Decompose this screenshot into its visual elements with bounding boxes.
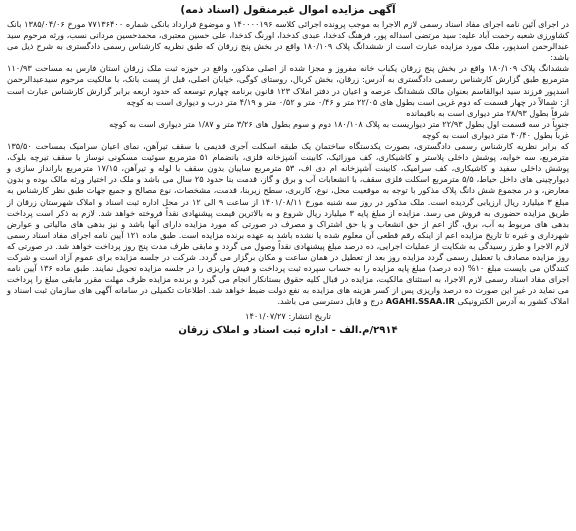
notice-footer: ۲۹۱۴/م.الف - اداره ثبت اسناد و املاک زرقان xyxy=(178,325,398,337)
boundary-east: شرقاً بطول ۲۸/۹۳ متر دیواری است به باقیمانده xyxy=(406,107,569,118)
body-paragraph xyxy=(7,141,569,307)
boundary-south: جنوباً در سه قسمت اول بطول ۲۲/۹۳ متر دیواریست به پلاک ۱۸۰/۱۰۸ دوم و سوم بطول های ۳/۲۶ متر و ۱/۸۷ متر دیواری است به کوچه xyxy=(109,118,569,129)
publish-date-value: ۱۴۰۱/۰۷/۲۷ xyxy=(245,311,286,322)
tail-text: درج و قابل دسترسی می باشد. xyxy=(277,296,384,307)
website-link[interactable]: AGAHI.SSAA.IR xyxy=(385,296,455,307)
property-paragraph: ششدانگ پلاک ۱۸۰/۱۰۹ واقع در بخش پنج زرقان یکباب خانه مفروز و مجزا شده از اصلی مذکور، واقع در حوزه ثبت ملک زرقان استان فارس به مساحت ۱۱۰/۹۳ مترمربع طبق گزارش کارشناس رسمی دادگستری به آدرس: زرقان، بخش کربال، روستای کوگی، خیابان اصلی، قبل از پست بانک، با مالکیت مرحوم سیدعبدالرحمن اسدپور فرزند سید ابوالقاسم بعنوان مالک ششدانگ عرصه و اعیان در دفتر املاک ۱۲۳ قانون برنامه چهارم توسعه که حدود اربعه برابر گزارش کارشناس عبارت است از: شمالاً در چهار قسمت که دوم غربی است بطول های ۲۲/۰۵ متر و ۰/۴۶ متر و ۰/۵۲ متر و ۴/۱۹ متر درب و دیواری است به کوچه xyxy=(7,63,569,107)
publish-date xyxy=(7,311,569,322)
body-text: که برابر نظریه کارشناس رسمی دادگستری، بصورت یکدستگاه ساختمان یک طبقه اسکلت آجری قدیمی با سقف تیرآهن، نمای اعیان سرامیک بمساحت ۱۳۵/۵۰ مترمربع، سه خوابه، پوشش داخلی پلاستر و کاشیکاری، کف موزائیک، کابینت آشپزخانه فلزی، بانضمام ۵۱ مترمربع سوئیت مسکونی نوساز با سقف تیرچه بلوک، پوشش داخلی سفید و کاشیکاری، کف سرامیک، کابینت آشپزخانه ام دی اف، ۵۳ مترمربع سایبان بدون سقف با لوله و تیرآهن، ۱۷/۱۵ مترمربع بارانداز سازی و دیوارچینی های داخل حیاط، ۵/۵ مترمربع اسکلت فلزی سقف، با انشعابات آب و برق و گاز، قدمت بنا حدود ۲۵ سال می باشد و ملک در اختیار ورثه مالک بوده و بدون معارض، و در مجموع شش دانگ پلاک مذکور با توجه به موقعیت محل، نوع، کاربری، سطح زیربنا، قدمت، مشخصات، نوع مصالح و جمیع جهات طبق نظر کارشناس به مبلغ ۳ میلیارد ریال ارزیابی گردیده است. ملک مذکور در روز سه شنبه مورخ ۱۴۰۱/۰۸/۱۱ از ساعت ۹ الی ۱۲ در محل اداره ثبت اسناد و املاک شهرستان زرقان از طریق مزایده حضوری به فروش می رسد. مزایده از مبلغ پایه ۳ میلیارد ریال شروع و به بالاترین قیمت پیشنهادی نقداً فروخته خواهد شد. لازم به ذکر است پرداخت بدهی های مربوط به آب، برق، گاز اعم از حق انشعاب و یا حق اشتراک و مصرف در صورتی که مورد مزایده دارای آنها باشد و نیز بدهی های مالیاتی و عوارض شهرداری و غیره تا تاریخ مزایده اعم از اینکه رقم قطعی آن معلوم شده یا نشده باشد به عهده برنده مزایده است. طبق ماده ۱۲۱ آیین نامه اجرای مفاد اسناد رسمی لازم الاجرا و طرز رسیدگی به شکایت از عملیات اجرایی، ده درصد مبلغ پیشنهادی نقداً وصول می گردد و مابقی ظرف مدت پنج روز پرداخت خواهد شد. در صورتی که روز مزایده مصادف با تعطیل رسمی گردد مزایده روز بعد از تعطیل در همان ساعت و مکان برگزار می گردد. شرکت در جلسه مزایده برای عموم آزاد است و شرکت کنندگان می بایست مبلغ ۱۰% (ده درصد) مبلغ پایه مزایده را به حساب سپرده ثبت پرداخت و فیش واریزی را در جلسه مزایده تحویل نمایند. طبق ماده ۱۳۶ آیین نامه اجرای مفاد اسناد رسمی لازم الاجرا، به استثنای مالکیت، مزایده در قبال کلیه حقوق بستانکار انجام می گیرد و برنده مزایده ظرف مهلت مقرر مابقی مبلغ را پرداخت می نماید در غیر این صورت ده درصد واریزی پس از کسر هزینه های مزایده به نفع دولت ضبط خواهد شد. اطلاعات تکمیلی در سامانه آگهی های سازمان ثبت اسناد و املاک کشور به آدرس الکترونیکی xyxy=(7,141,570,307)
publish-date-label: تاریخ انتشار: xyxy=(288,311,331,322)
signature-block xyxy=(7,311,569,337)
intro-paragraph: در اجرای آئین نامه اجرای مفاد اسناد رسمی لازم الاجرا به موجب پرونده اجرائی کلاسه ۱۴۰۰۰۰۱۹۶ و موضوع قرارداد بانکی شماره ۷۷۱۳۶۴۰۰ مورخ ۱۳۸۵/۰۴/۰۶ بانک کشاورزی شعبه رحمت آباد علیه: سید مرتضی اسداله پور، فرهنگ کدخدا، عبدی کدخدا، اورنگ کدخدا، علی حسین معتبری، محمدحسین مردانی نسب، ورثه مرحوم سید عبدالرحمن اسدپور، ملک مورد مزایده عبارت است از ششدانگ پلاک ۱۸۰/۱۰۹ واقع در بخش پنج زرقان که طبق نظریه کارشناس رسمی دادگستری به شرح ذیل می باشد: xyxy=(7,19,570,63)
boundary-west: غرباً بطول ۴۰/۴۰ متر دیواری است به کوچه xyxy=(422,129,569,140)
notice-title: آگهی مزایده اموال غیرمنقول (اسناد ذمه) xyxy=(180,4,396,16)
